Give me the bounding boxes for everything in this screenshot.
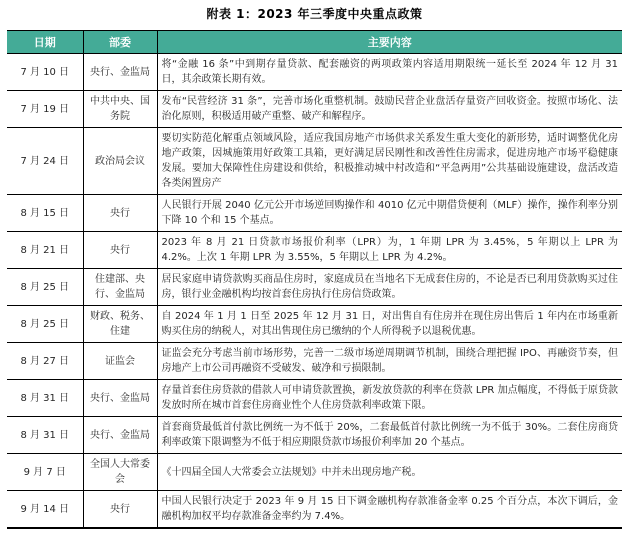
ministry-cell: 央行 [83,232,157,269]
column-header-ministry: 部委 [83,31,157,54]
content-cell: 中国人民银行决定于 2023 年 9 月 15 日下调金融机构存款准备金率 0.25 个百分点，本次下调后，金融机构加权平均存款准备金率约为 7.4%。 [157,491,622,529]
page-title: 附表 1：2023 年三季度中央重点政策 [206,7,423,21]
table-header-row [7,31,622,54]
ministry-cell: 政治局会议 [83,128,157,195]
date-cell: 7 月 10 日 [7,54,83,91]
date-cell: 8 月 27 日 [7,343,83,380]
content-cell: 《十四届全国人大常委会立法规划》中并未出现房地产税。 [157,454,622,491]
content-cell: 首套商贷最低首付款比例统一为不低于 20%，二套最低首付款比例统一为不低于 30%。二套住房商贷利率政策下限调整为不低于相应期限贷款市场报价利率加 20 个基点。 [157,417,622,454]
ministry-cell: 中共中央、国务院 [83,91,157,128]
ministry-cell: 央行 [83,491,157,529]
table-row [7,91,622,128]
table-row [7,128,622,195]
table-row [7,269,622,306]
date-cell: 9 月 7 日 [7,454,83,491]
policy-table [7,30,622,529]
content-cell: 2023 年 8 月 21 日贷款市场报价利率（LPR）为，1 年期 LPR 为 3.45%，5 年期以上 LPR 为 4.2%。上次 1 年期 LPR 为 3.55%，5 年期以上 LPR 为 4.2%。 [157,232,622,269]
content-cell: 将“金融 16 条”中到期存量贷款、配套融资的两项政策内容适用期限统一延长至 2024 年 12 月 31 日，其余政策长期有效。 [157,54,622,91]
content-cell: 居民家庭申请贷款购买商品住房时，家庭成员在当地名下无成套住房的，不论是否已利用贷款购买过住房，银行业金融机构均按首套住房执行住房信贷政策。 [157,269,622,306]
content-cell: 自 2024 年 1 月 1 日至 2025 年 12 月 31 日，对出售自有住房并在现住房出售后 1 年内在市场重新购买住房的纳税人，对其出售现住房已缴纳的个人所得税予以退税优惠。 [157,306,622,343]
table-row [7,343,622,380]
table-row [7,454,622,491]
date-cell: 8 月 31 日 [7,380,83,417]
ministry-cell: 央行、金监局 [83,417,157,454]
ministry-cell: 全国人大常委会 [83,454,157,491]
date-cell: 8 月 25 日 [7,306,83,343]
table-row [7,54,622,91]
date-cell: 9 月 14 日 [7,491,83,529]
content-cell: 要切实防范化解重点领域风险，适应我国房地产市场供求关系发生重大变化的新形势，适时调整优化房地产政策，因城施策用好政策工具箱，更好满足居民刚性和改善性住房需求，促进房地产市场平稳健康发展。要加大保障性住房建设和供给，积极推动城中村改造和“平急两用”公共基础设施建设，盘活改造各类闲置房产 [157,128,622,195]
date-cell: 7 月 24 日 [7,128,83,195]
date-cell: 7 月 19 日 [7,91,83,128]
content-cell: 发布“民营经济 31 条”，完善市场化重整机制。鼓励民营企业盘活存量资产回收资金。按照市场化、法治化原则，积极适用破产重整、破产和解程序。 [157,91,622,128]
content-cell: 人民银行开展 2040 亿元公开市场逆回购操作和 4010 亿元中期借贷便利（MLF）操作，操作利率分别下降 10 个和 15 个基点。 [157,195,622,232]
table-body [7,54,622,529]
ministry-cell: 央行、金监局 [83,380,157,417]
table-row [7,195,622,232]
ministry-cell: 住建部、央行、金监局 [83,269,157,306]
ministry-cell: 证监会 [83,343,157,380]
table-row [7,491,622,529]
table-row [7,232,622,269]
table-row [7,306,622,343]
date-cell: 8 月 25 日 [7,269,83,306]
column-header-content: 主要内容 [157,31,622,54]
column-header-date: 日期 [7,31,83,54]
date-cell: 8 月 31 日 [7,417,83,454]
table-row [7,380,622,417]
ministry-cell: 央行、金监局 [83,54,157,91]
date-cell: 8 月 21 日 [7,232,83,269]
ministry-cell: 财政、税务、住建 [83,306,157,343]
ministry-cell: 央行 [83,195,157,232]
date-cell: 8 月 15 日 [7,195,83,232]
table-row [7,417,622,454]
content-cell: 证监会充分考虑当前市场形势，完善一二级市场逆周期调节机制，围绕合理把握 IPO、再融资节奏，但房地产上市公司再融资不受破发、破净和亏损限制。 [157,343,622,380]
content-cell: 存量首套住房贷款的借款人可申请贷款置换，新发放贷款的利率在贷款 LPR 加点幅度，不得低于原贷款发放时所在城市首套住房商业性个人住房贷款利率政策下限。 [157,380,622,417]
